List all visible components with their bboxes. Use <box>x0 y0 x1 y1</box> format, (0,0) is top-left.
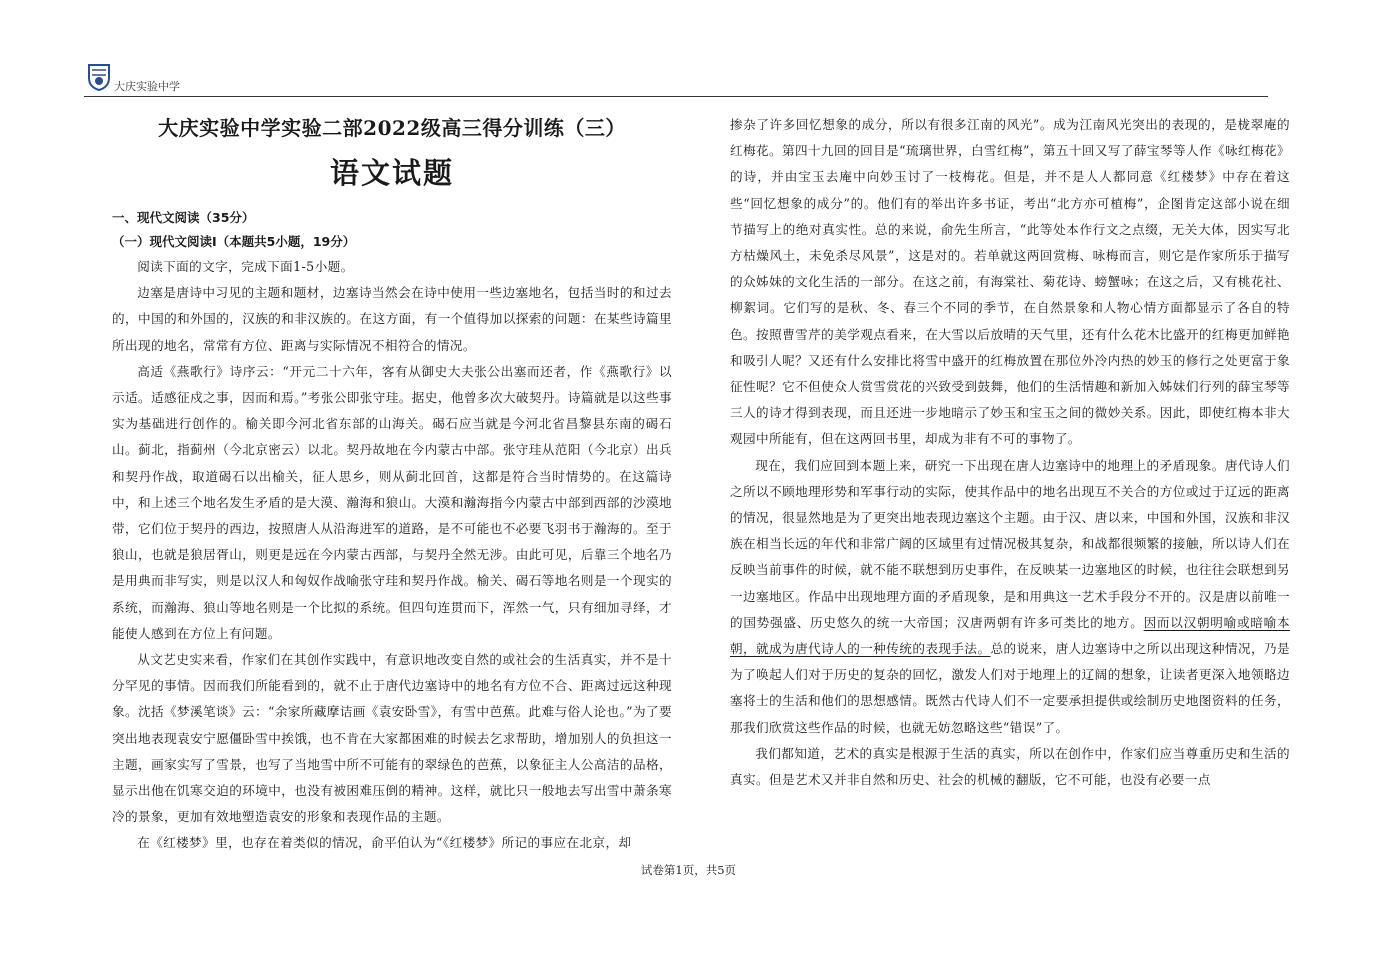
paragraph: 掺杂了许多回忆想象的成分，所以有很多江南的风光”。成为江南风光突出的表现的，是栊翠庵的红梅花。第四十九回的回目是“琉璃世界，白雪红梅”，第五十回又写了薛宝琴等人作《咏红梅花》的诗，并由宝玉去庵中向妙玉讨了一枝梅花。但是，并不是人人都同意《红楼梦》中存在着这些“回忆想象的成分”的。他们有的举出许多书证，考出“北方亦可植梅”，企图肯定这部小说在细节描写上的绝对真实性。总的来说，俞先生所言，“此等处本作行文之点缀，无关大体，因实写北方枯燥风土，未免杀尽风景”，这是对的。若单就这两回赏梅、咏梅而言，则它是作家所乐于描写的众姊妹的文化生活的一部分。在这之前，有海棠社、菊花诗、螃蟹咏；在这之后，又有桃花社、柳絮词。它们写的是秋、冬、春三个不同的季节，在自然景象和人物心情方面都显示了各自的特色。按照曹雪芹的美学观点看来，在大雪以后放晴的天气里，还有什么花木比盛开的红梅更加鲜艳和吸引人呢？又还有什么安排比将雪中盛开的红梅放置在那位外冷内热的妙玉的修行之处更富于象征性呢？它不但使众人赏雪赏花的兴致受到鼓舞，他们的生活情趣和新加入姊妹们行列的薛宝琴等三人的诗才得到表现，而且还进一步地暗示了妙玉和宝玉之间的微妙关系。因此，即使红梅本非大观园中所能有，但在这两回书里，却成为非有不可的事物了。 <box>730 117 1290 447</box>
left-column <box>112 108 672 857</box>
right-column <box>730 112 1290 793</box>
page-footer: 试卷第1页，共5页 <box>640 863 737 877</box>
paragraph: 从文艺史实来看，作家们在其创作实践中，有意识地改变自然的或社会的生活真实，并不是十分罕见的事情。因而我们所能看到的，就不止于唐代边塞诗中的地名有方位不合、距离过远这种现象。沈括《梦溪笔谈》云：“余家所藏摩诘画《袁安卧雪》，有雪中芭蕉。此难与俗人论也。”为了要突出地表现袁安宁愿僵卧雪中挨饿，也不肯在大家都困难的时候去乞求帮助，增加别人的负担这一主题，画家实写了雪景，也写了当地雪中所不可能有的翠绿色的芭蕉，以象征主人公高洁的品格，显示出他在饥寒交迫的环境中，也没有被困难压倒的精神。这样，就比只一般地去写出雪中萧条寒冷的景象，更加有效地塑造袁安的形象和表现作品的主题。 <box>112 652 672 825</box>
paragraph-text: 现在，我们应回到本题上来，研究一下出现在唐人边塞诗中的地理上的矛盾现象。唐代诗人们之所以不顾地理形势和军事行动的实际，使其作品中的地名出现互不关合的方位或过于辽远的距离的情况，很显然地是为了更突出地表现边塞这个主题。由于汉、唐以来，中国和外国，汉族和非汉族在相当长远的年代和非常广阔的区域里有过情况极其复杂，和战都很频繁的接触，所以诗人们在反映当前事件的时候，就不能不联想到历史事件，在反映某一边塞地区的时候，也往往会联想到另一边塞地区。作品中出现地理方面的矛盾现象，是和用典这一艺术手段分不开的。汉是唐以前唯一的国势强盛、历史悠久的统一大帝国；汉唐两朝有许多可类比的地方。 <box>730 457 1290 630</box>
paragraph: 我们都知道，艺术的真实是根源于生活的真实，所以在创作中，作家们应当尊重历史和生活的真实。但是艺术又并非自然和历史、社会的机械的翻版，它不可能，也没有必要一点 <box>730 745 1290 788</box>
exam-title: 大庆实验中学实验二部2022级高三得分训练（三） <box>158 116 626 140</box>
page-header <box>84 58 1268 97</box>
paragraph <box>730 453 1290 741</box>
subsection-heading: （一）现代文阅读Ⅰ（本题共5小题，19分） <box>112 234 356 249</box>
subject-title: 语文试题 <box>329 156 454 190</box>
underlined-sentence: 因而以汉朝明喻或暗喻本朝，就成为唐代诗人的一种传统的表现手法。 <box>730 614 1291 657</box>
instruction-text: 阅读下面的文字，完成下面1-5小题。 <box>137 259 354 274</box>
paragraph-text: 总的说来，唐人边塞诗中之所以出现这种情况，乃是为了唤起人们对于历史的复杂的回忆，激发人们对于地理上的辽阔的想象，让读者更深入地领略边塞将士的生活和他们的思想感情。既然古代诗人们不一定要承担提供或绘制历史地图资料的任务，那我们欣赏这些作品的时候，也就无妨忽略这些“错误”了。 <box>730 641 1291 735</box>
school-logo-icon <box>84 62 114 92</box>
paragraph: 边塞是唐诗中习见的主题和题材，边塞诗当然会在诗中使用一些边塞地名，包括当时的和过去的，中国的和外国的，汉族的和非汉族的。在这方面，有一个值得加以探索的问题：在某些诗篇里所出现的地名，常常有方位、距离与实际情况不相符合的情况。 <box>112 285 672 353</box>
school-name: 大庆实验中学 <box>114 80 180 93</box>
section-heading: 一、现代文阅读（35分） <box>112 210 255 225</box>
paragraph: 高适《燕歌行》诗序云：“开元二十六年，客有从御史大夫张公出塞而还者，作《燕歌行》以示适。适感征戍之事，因而和焉。”考张公即张守珪。据史，他曾多次大破契丹。诗篇就是以这些事实为基础进行创作的。榆关即今河北省东部的山海关。碣石应当就是今河北省昌黎县东南的碣石山。蓟北，指蓟州（今北京密云）以北。契丹故地在今内蒙古中部。张守珪从范阳（今北京）出兵和契丹作战，取道碣石以出榆关，征人思乡，则从蓟北回首，这都是符合当时情势的。在这篇诗中，和上述三个地名发生矛盾的是大漠、瀚海和狼山。大漠和瀚海指今内蒙古中部到西部的沙漠地带，它们位于契丹的西边，按照唐人从沿海进军的道路，是不可能也不必要飞羽书于瀚海的。至于狼山，也就是狼居胥山，则更是远在今内蒙古西部，与契丹全然无涉。由此可见，后靠三个地名乃是用典而非写实，则是以汉人和匈奴作战喻张守珪和契丹作战。榆关、碣石等地名则是一个现实的系统，而瀚海、狼山等地名则是一个比拟的系统。但四句连贯而下，浑然一气，只有细加寻绎，才能使人感到在方位上有问题。 <box>112 363 672 641</box>
paragraph: 在《红楼梦》里，也存在着类似的情况，俞平伯认为“《红楼梦》所记的事应在北京，却 <box>137 835 632 851</box>
